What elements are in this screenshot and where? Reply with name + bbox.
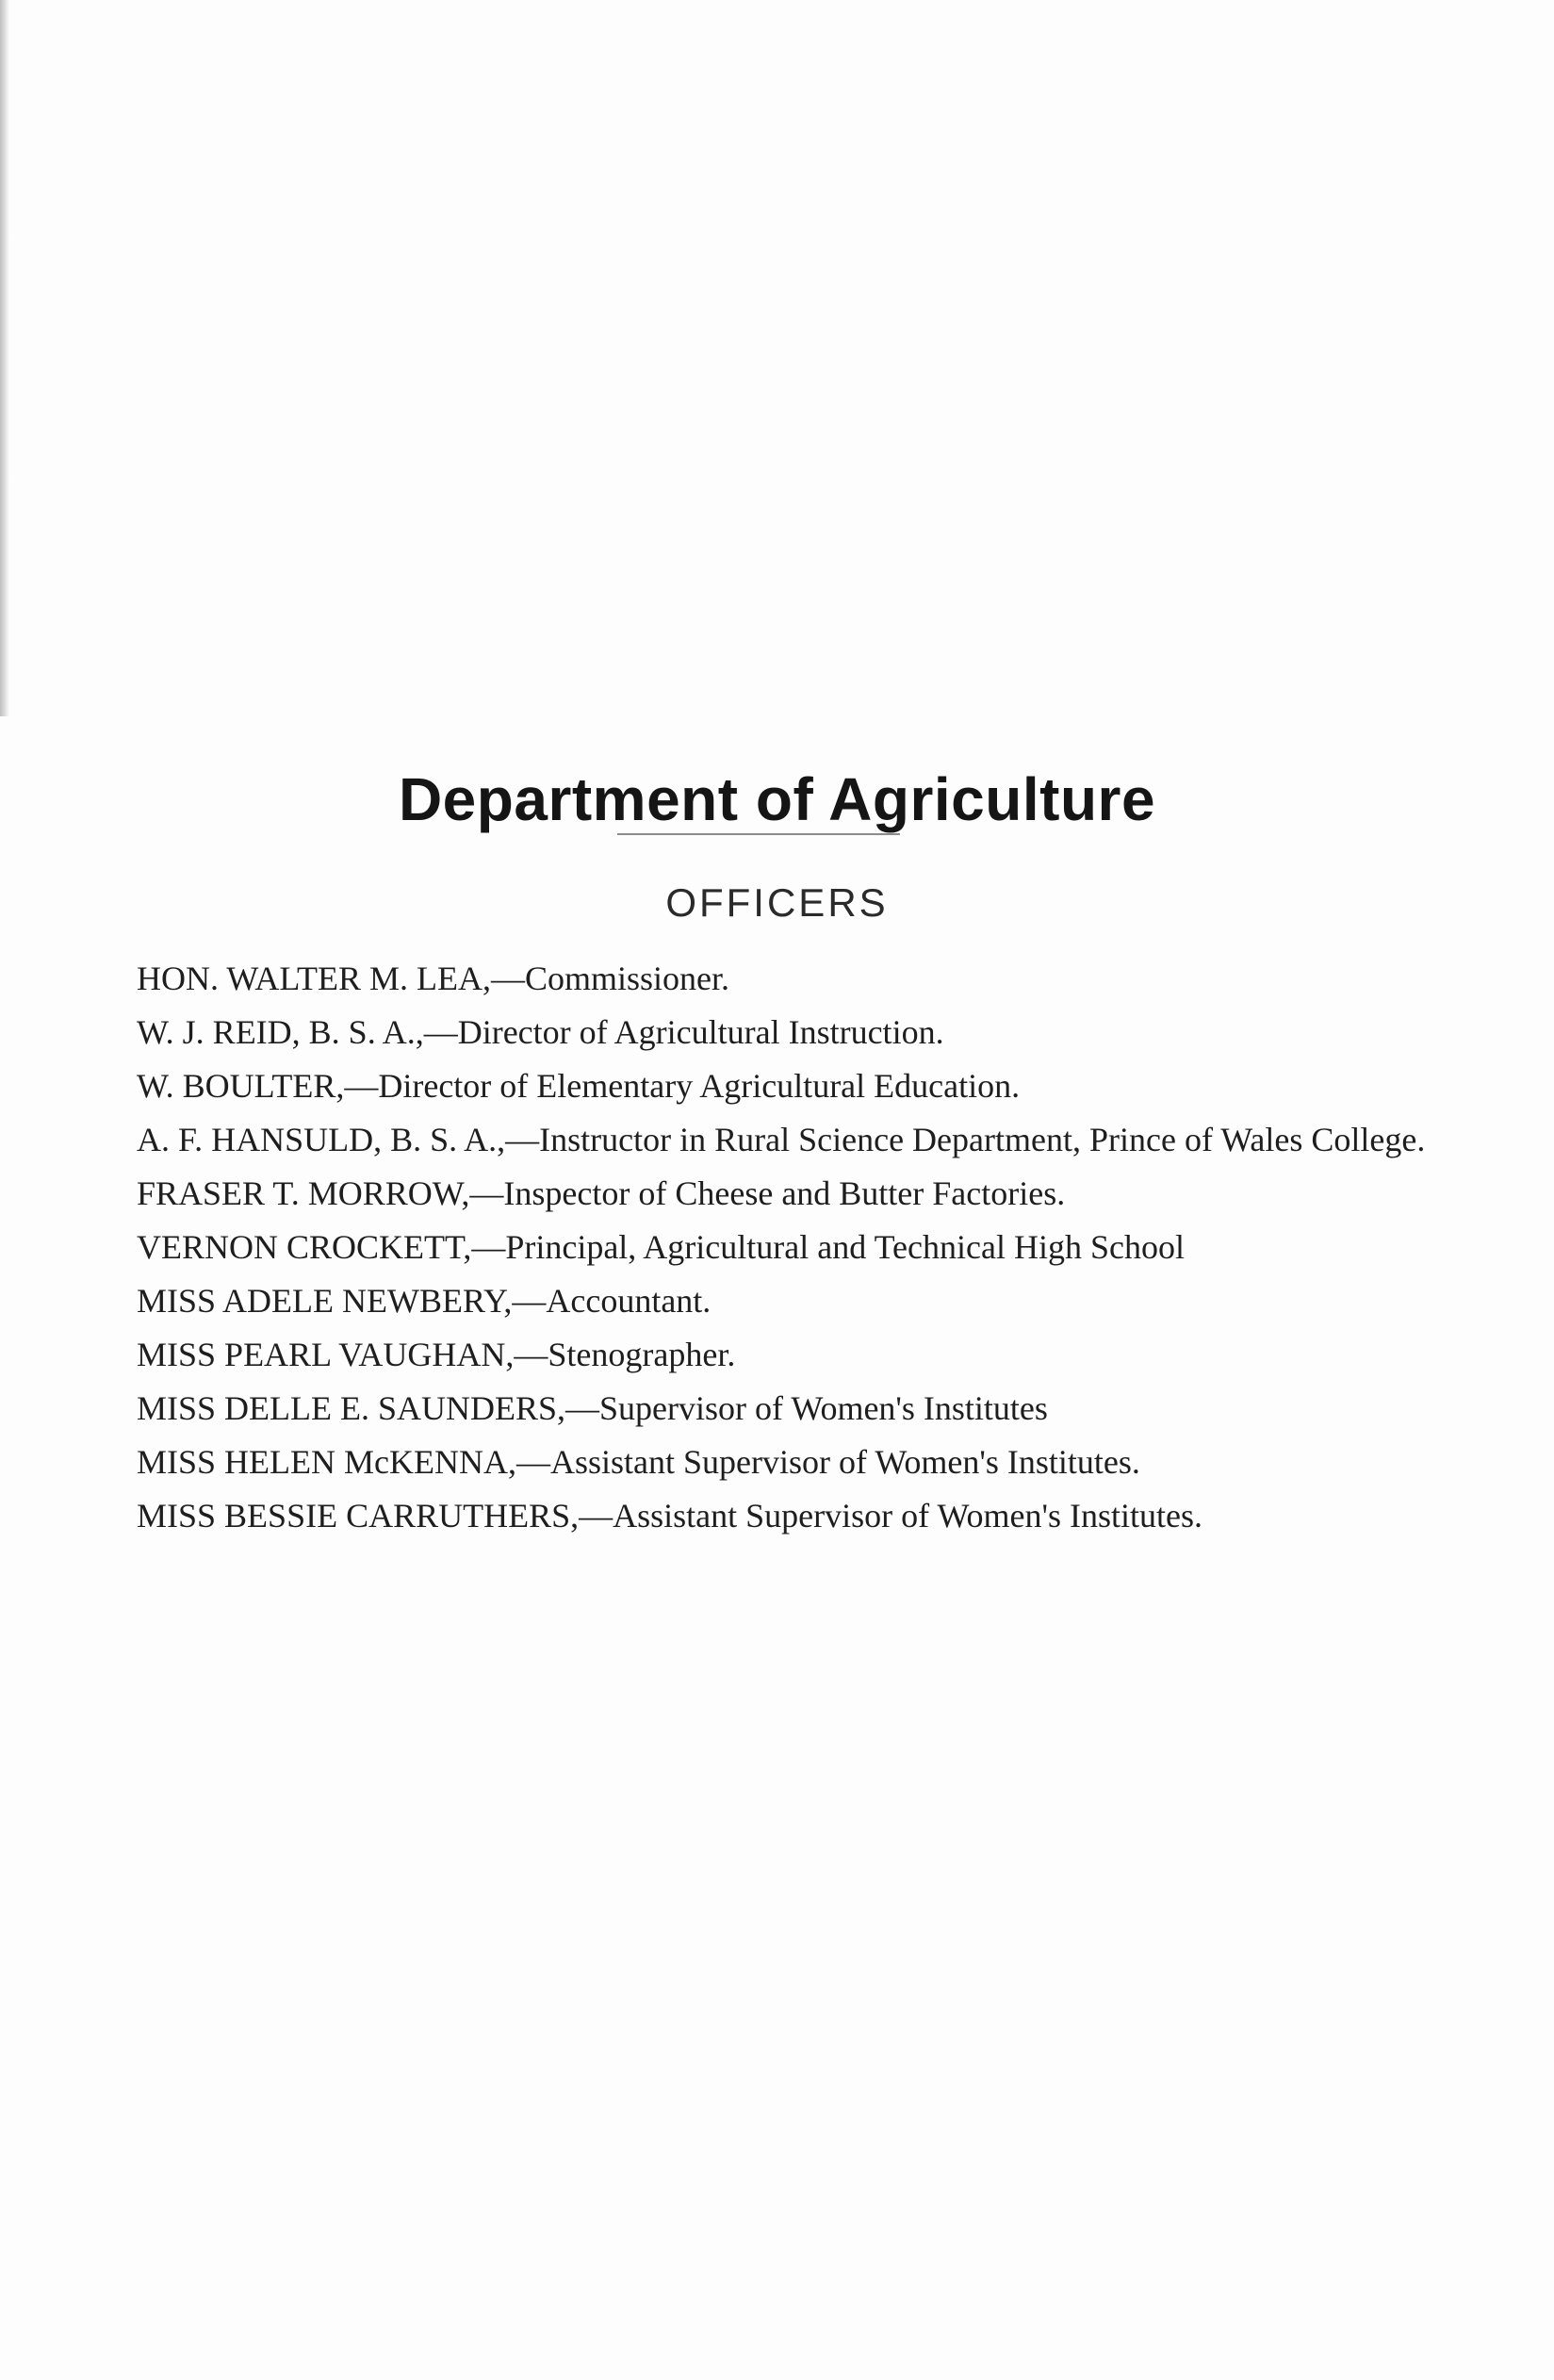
section-heading: OFFICERS [665,880,889,925]
officer-entry: VERNON CROCKETT,—Principal, Agricultural and Technical High School [137,1228,1185,1266]
officers-list [137,952,1484,1543]
officer-entry: MISS DELLE E. SAUNDERS,—Supervisor of Women's Institutes [137,1389,1048,1427]
officer-entry: HON. WALTER M. LEA,—Commissioner. [137,960,730,997]
officer-entry: W. BOULTER,—Director of Elementary Agricultural Education. [137,1067,1021,1105]
officer-entry: MISS BESSIE CARRUTHERS,—Assistant Supervisor of Women's Institutes. [137,1497,1203,1535]
officer-entry: A. F. HANSULD, B. S. A.,—Instructor in Rural Science Department, Prince of Wales College. [137,1121,1426,1158]
officer-entry: MISS PEARL VAUGHAN,—Stenographer. [137,1336,736,1373]
officer-entry: W. J. REID, B. S. A.,—Director of Agricultural Instruction. [137,1013,944,1051]
page-edge-shadow [0,0,9,716]
page-title: Department of Agriculture [398,764,1156,833]
title-divider [617,833,900,835]
officer-entry: MISS ADELE NEWBERY,—Accountant. [137,1282,712,1320]
officer-entry: MISS HELEN McKENNA,—Assistant Supervisor of Women's Institutes. [137,1443,1140,1481]
officer-entry: FRASER T. MORROW,—Inspector of Cheese and Butter Factories. [137,1174,1066,1212]
